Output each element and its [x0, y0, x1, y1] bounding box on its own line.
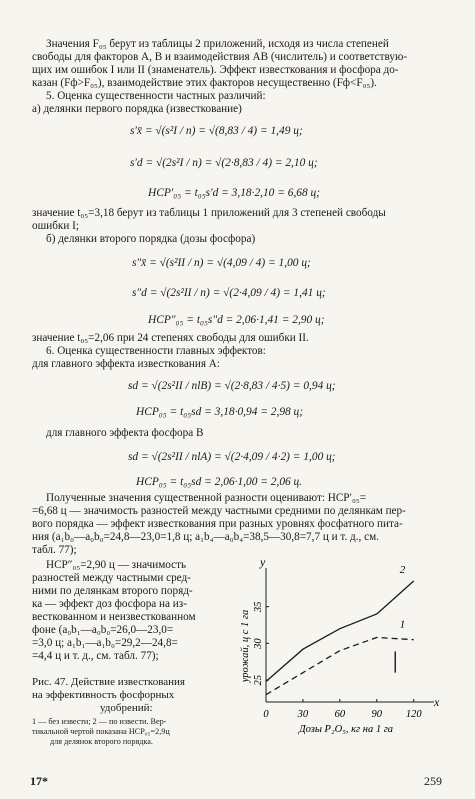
x-tick-label-0: 0 [263, 709, 269, 720]
left-text-line-3: ними по делянкам второго поряд- [32, 585, 193, 597]
formula-6: НСР″₀₅ = t₀₅s″d = 2,06·1,41 = 2,90 ц; [148, 314, 325, 326]
intro-line-1: Значения F₀₅ берут из таблицы 2 приложений, исходя из числа степеней [46, 38, 389, 50]
yield-chart [236, 560, 451, 760]
item-5-heading: 5. Оценка существенности частных различий: [46, 90, 266, 102]
x-tick-label-4: 120 [405, 709, 422, 720]
left-text-line-5: весткованном и неизвесткованном [32, 611, 196, 623]
t05-note-2: значение t₀₅=2,06 при 24 степенях свободы для ошибки II. [32, 332, 309, 344]
conclusion-line-1: Полученные значения существенной разности оценивают: НСР′₀₅= [46, 492, 367, 504]
y-axis-letter: y [260, 560, 266, 569]
left-text-line-4: ка — эффект доз фосфора на из- [32, 598, 187, 610]
figure-caption-line-3: удобрений: [100, 702, 153, 714]
signature-mark: 17* [30, 774, 48, 788]
x-tick-label-3: 90 [371, 709, 383, 720]
conclusion-line-5: табл. 77); [32, 544, 77, 556]
page-number: 259 [424, 774, 442, 788]
y-tick-label-1: 30 [253, 638, 264, 649]
conclusion-line-2: =6,68 ц — значимость разностей между частными средними по делянкам пер- [32, 505, 406, 517]
figure-caption-line-1: Рис. 47. Действие известкования [32, 676, 185, 688]
series-label-2: 2 [399, 564, 406, 576]
item-6a-heading: для главного эффекта известкования A: [32, 358, 220, 370]
t05-note-line-2: ошибки I; [32, 220, 79, 232]
series-label-1: 1 [399, 618, 406, 631]
left-text-line-7: =3,0 ц; a₁b₁—a₁b₀=29,2—24,8= [32, 637, 178, 649]
formula-8: НСР₀₅ = t₀₅sd = 3,18·0,94 = 2,98 ц; [136, 406, 304, 418]
series-line-1 [266, 637, 414, 694]
left-text-line-6: фоне (a₀b₁—a₀b₀=26,0—23,0= [32, 624, 174, 636]
x-tick-label-1: 30 [297, 709, 309, 720]
x-axis-title: Дозы P₂O₅, кг на 1 га [298, 724, 394, 735]
formula-7: sd = √(2s²II / nlB) = √(2·8,83 / 4·5) = 0,94 ц; [128, 380, 336, 392]
y-axis-title: урожай, ц с 1 га [240, 609, 251, 683]
left-text-line-8: =4,4 ц и т. д., см. табл. 77); [32, 650, 159, 662]
figure-legend-line-1: 1 — без извести; 2 — по извести. Вер- [32, 717, 167, 726]
t05-note-line-1: значение t₀₅=3,18 берут из таблицы 1 приложений для 3 степеней свободы [32, 207, 386, 219]
formula-10: НСР₀₅ = t₀₅sd = 2,06·1,00 = 2,06 ц. [136, 476, 303, 488]
item-5b-heading: б) делянки второго порядка (дозы фосфора) [46, 233, 256, 245]
conclusion-line-3: вого порядка — эффект известкования при разных уровнях фосфатного пита- [32, 518, 403, 530]
formula-1: s′x̄ = √(s²I / n) = √(8,83 / 4) = 1,49 ц; [130, 125, 303, 137]
formula-9: sd = √(2s²II / nlA) = √(2·4,09 / 4·2) = 1,00 ц; [128, 451, 336, 463]
y-tick-label-0: 25 [253, 675, 264, 686]
formula-3: НСР′₀₅ = t₀₅s′d = 3,18·2,10 = 6,68 ц; [148, 187, 321, 199]
x-tick-label-2: 60 [334, 709, 346, 720]
figure-legend-line-3: для делянок второго порядка. [50, 737, 153, 746]
figure-legend-line-2: тикальной чертой показана НСР₀₅=2,9ц [32, 727, 170, 736]
figure-caption-line-2: на эффективность фосфорных [32, 689, 175, 701]
formula-4: s″x̄ = √(s²II / n) = √(4,09 / 4) = 1,00 ц; [132, 257, 311, 269]
left-text-line-2: разностей между частными сред- [32, 572, 191, 584]
item-5a-heading: а) делянки первого порядка (известкование) [32, 103, 242, 115]
conclusion-line-4: ния (a₁b₀—a₀b₀=24,8—23,0=1,8 ц; a₁b₄—a₀b₄=38,5—30,8=7,7 ц и т. д., см. [32, 531, 379, 543]
y-tick-label-2: 35 [253, 601, 264, 613]
formula-2: s′d = √(2s²I / n) = √(2·8,83 / 4) = 2,10 ц; [130, 157, 318, 169]
item-6b-heading: для главного эффекта фосфора B [46, 427, 204, 439]
intro-line-4: казан (Fф>F₀₅), взаимодействие этих факторов несущественно (Fф<F₀₅). [32, 77, 377, 89]
formula-5: s″d = √(2s²II / n) = √(2·4,09 / 4) = 1,41 ц; [132, 287, 326, 299]
intro-line-2: свободы для факторов A, B и взаимодействия AB (числитель) и соответствую- [32, 51, 408, 63]
series-line-2 [266, 581, 414, 681]
item-6-heading: 6. Оценка существенности главных эффектов: [46, 345, 266, 357]
intro-line-3: щих им ошибок I или II (знаменатель). Эффект известкования и фосфора до- [32, 64, 399, 76]
left-text-line-1: НСР″₀₅=2,90 ц — значимость [46, 559, 187, 571]
x-axis-letter: x [434, 695, 440, 709]
